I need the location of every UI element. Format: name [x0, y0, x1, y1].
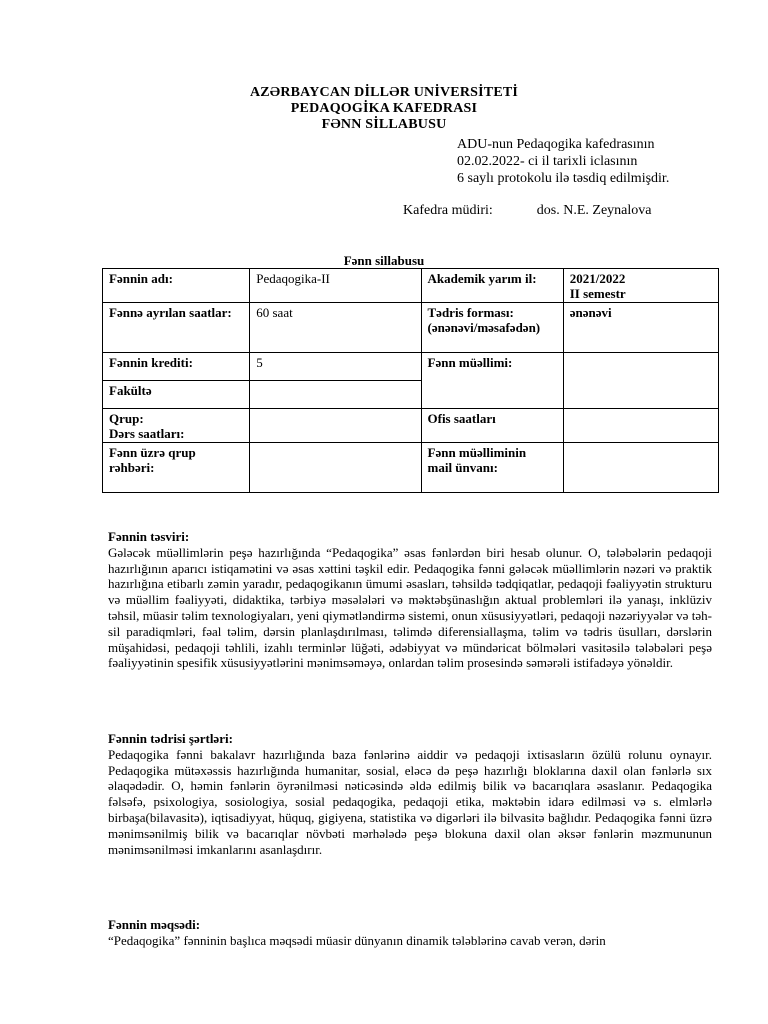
section-heading: Fənnin tədrisi şərtləri:	[108, 731, 233, 746]
teacher-label: Fənn müəllimi:	[421, 353, 563, 409]
academic-semester-label: Akademik yarım il:	[421, 269, 563, 303]
table-row	[103, 443, 719, 493]
syllabus-info-table	[102, 268, 719, 493]
teaching-form-label	[421, 303, 563, 353]
head-of-department-name: dos. N.E. Zeynalova	[536, 203, 652, 218]
university-name: AZƏRBAYCAN DİLLƏR UNİVERSİTETİ	[249, 85, 519, 100]
subject-name-label: Fənnin adı:	[103, 269, 250, 303]
teacher-mail-label	[421, 443, 563, 493]
purpose-section	[108, 917, 712, 949]
group-leader-label-line: rəhbəri:	[109, 460, 155, 475]
credit-value: 5	[250, 353, 421, 381]
office-hours-value	[563, 409, 718, 443]
section-heading: Fənnin təsviri:	[108, 529, 190, 544]
teaching-form-label-line: Tədris forması:	[427, 305, 514, 320]
faculty-label: Fakültə	[103, 381, 250, 409]
group-value	[250, 409, 421, 443]
head-of-department-label: Kafedra müdiri:	[403, 203, 493, 218]
section-paragraph: Pedaqogika fənni bakalavr hazırlığında baza fənlərinə aiddir və pedaqoji ixtisasların özülü rolunu oynayır. Pedaqogika mütəxəssis hazırlığında humanitar, sosial, eləcə də peşə hazırlığı bloklarına daxil olan fənlərlə sıx əlaqədədir. O, həmin fənlərin öyrənilməsi nəticəsində əldə edilmiş bilik və bacarıqlara əsaslanır. Pedaqogika fəlsəfə, psixologiya, sosiologiya, sosial pedaqogika, pedaqoji etika, məktəbin idarə edilməsi və s. elmlərlə birbaşa(bilavasitə), iqtisadiyyat, hüquq, gigiyena, statistika və digərləri ilə bilvasitə bağlıdır. Pedaqogika fənni üzrə mənimsənilmiş bilik və bacarıqlar növbəti mərhələdə peşə blokuna daxil olan əksər fənlərin məzmununun mənimsənilməsi imkanlarını asanlaşdırır.	[108, 746, 712, 857]
section-paragraph: Gələcək müəllimlərin peşə hazırlığında “Pedaqogika” əsas fənlərdən biri hesab olunur. O, tələbələrin pedaqoji hazırlığının aparıcı istiqamətini və əsas xəttini təşkil edir. Pedaqogika fənni gələcək müəllimlərin nəzəri və praktik hazırlığına etibarlı zəmin yaradır, pedaqogikanın ümumi əsasları, təhsildə tədqiqatlar, pedaqoji fəaliyyətin strukturu və müəllim fəaliyyəti, didaktika, tərbiyə məsələləri və məktəbşünaslığın aktual problemləri ilə yanaşı, inklüziv təhsil, müasir təlim texnologiyaları, yeni qiymətləndirmə sistemi, onun xüsusiyyətləri, pedaqoji nəzəriyyələr və təh-sil paradiqmləri, fəal təlim, dərsin planlaşdırılması, təlimdə diferensiallaşma, təlim və tədris üsulları, dərslərin müşahidəsi, pedaqoji təhlili, izahlı terminlər lüğəti, ədəbiyyat və mündəricat bölmələri vasitəsilə tələbələri peşə fəaliyyətinin spesifik xüsusiyyətlərini mənimsəməyə, onlardan təlim prosesində səmərəli istifadəyə yönəldir.	[108, 544, 712, 671]
credit-label: Fənnin krediti:	[103, 353, 250, 381]
department-name: PEDAQOGİKA KAFEDRASI	[290, 101, 478, 116]
faculty-value	[250, 381, 421, 409]
conditions-section	[108, 731, 712, 857]
syllabus-table-title: Fənn sillabusu	[343, 253, 425, 268]
semester: II semestr	[569, 286, 626, 301]
hours-label: Fənnə ayrılan saatlar:	[103, 303, 250, 353]
teaching-form-label-line: (ənənəvi/məsafədən)	[427, 320, 541, 335]
approval-note	[457, 136, 669, 187]
teacher-value	[563, 353, 718, 409]
academic-year: 2021/2022	[569, 271, 626, 286]
approval-line: ADU-nun Pedaqogika kafedrasının	[457, 137, 655, 152]
teacher-mail-value	[563, 443, 718, 493]
teacher-mail-label-line: Fənn müəlliminin	[427, 445, 527, 460]
teacher-mail-label-line: mail ünvanı:	[427, 460, 498, 475]
group-leader-label-line: Fənn üzrə qrup	[109, 445, 196, 460]
group-label	[103, 409, 250, 443]
table-row	[103, 303, 719, 353]
group-leader-value	[250, 443, 421, 493]
head-of-department	[403, 203, 652, 219]
document-header	[0, 85, 768, 133]
office-hours-label: Ofis saatları	[421, 409, 563, 443]
hours-value: 60 saat	[250, 303, 421, 353]
table-row	[103, 353, 719, 381]
section-heading: Fənnin məqsədi:	[108, 917, 201, 932]
table-row	[103, 409, 719, 443]
group-label-line: Qrup:	[109, 411, 144, 426]
document-type: FƏNN SİLLABUSU	[321, 117, 447, 132]
table-row	[103, 269, 719, 303]
subject-name-value: Pedaqogika-II	[250, 269, 421, 303]
approval-line: 6 saylı protokolu ilə təsdiq edilmişdir.	[457, 171, 670, 186]
description-section	[108, 529, 712, 671]
group-leader-label	[103, 443, 250, 493]
section-paragraph: “Pedaqogika” fənninin başlıca məqsədi müasir dünyanın dinamik tələblərinə cavab verən, dərin	[108, 932, 606, 948]
teaching-form-value: ənənəvi	[563, 303, 718, 353]
lesson-hours-label: Dərs saatları:	[109, 426, 185, 441]
approval-line: 02.02.2022- ci il tarixli iclasının	[457, 154, 638, 169]
academic-semester-value	[563, 269, 718, 303]
